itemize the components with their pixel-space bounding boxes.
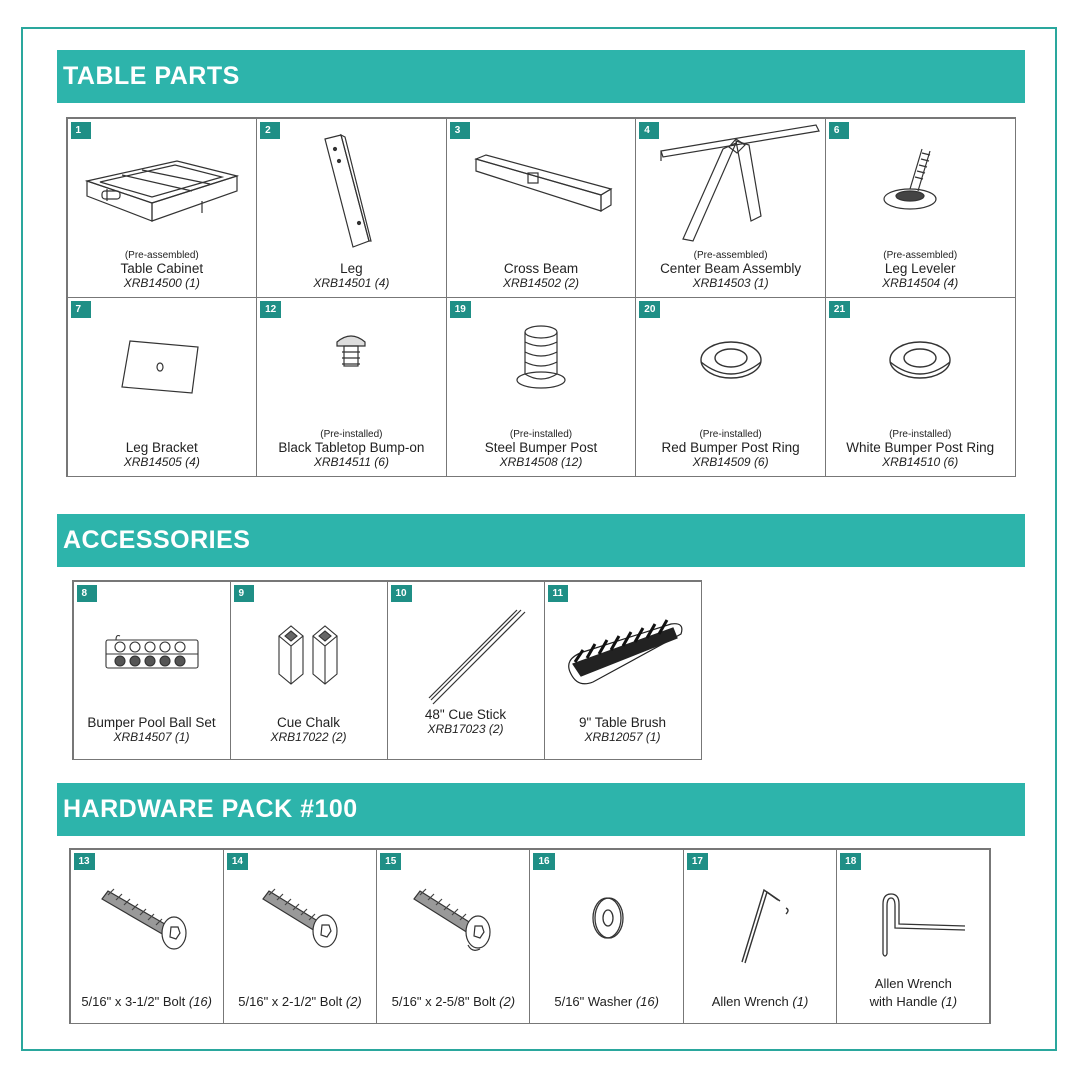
hardware-allen-wrench <box>683 849 837 1024</box>
section-title: TABLE PARTS <box>63 62 240 90</box>
part-note: (Pre-installed) <box>320 428 383 440</box>
hardware-bolt-2-1-2 <box>223 849 377 1024</box>
part-number: 8 <box>77 585 97 602</box>
part-code: XRB14510 (6) <box>882 454 959 469</box>
part-code: XRB14505 (4) <box>123 454 200 469</box>
hardware-bolt-3-1-2 <box>70 849 224 1024</box>
part-number: 13 <box>74 853 95 870</box>
part-name: Steel Bumper Post <box>484 439 598 455</box>
accessory-name: Cue Chalk <box>276 714 341 730</box>
part-name: Table Cabinet <box>120 260 204 276</box>
bolt-icon <box>398 885 508 955</box>
accessory-code: XRB17023 (2) <box>427 721 504 736</box>
hardware-qty: (1) <box>941 993 958 1009</box>
part-name: Leg Leveler <box>884 260 956 276</box>
hardware-name: Allen Wrench <box>874 975 952 991</box>
part-number: 10 <box>391 585 412 602</box>
section-title: ACCESSORIES <box>63 526 251 554</box>
part-number: 12 <box>260 301 281 318</box>
hardware-name: 5/16" x 3-1/2" Bolt <box>81 993 186 1009</box>
part-note: (Pre-installed) <box>509 428 573 440</box>
part-code: XRB14502 (2) <box>502 275 580 290</box>
hardware-qty: (16) <box>188 993 212 1009</box>
hardware-qty: (1) <box>792 993 809 1009</box>
part-leg-leveler <box>825 118 1016 298</box>
table-cabinet-icon <box>82 141 242 236</box>
allen-wrench-icon <box>720 880 800 970</box>
accessory-name: Bumper Pool Ball Set <box>87 714 216 730</box>
part-number: 14 <box>227 853 248 870</box>
allen-wrench-handle-icon <box>853 884 973 964</box>
accessory-name: 9" Table Brush <box>578 714 667 730</box>
part-code: XRB14511 (6) <box>313 454 389 469</box>
part-note: (Pre-installed) <box>699 428 762 440</box>
accessory-code: XRB14507 (1) <box>113 729 190 744</box>
hardware-washer <box>529 849 683 1024</box>
cue-chalk-icon <box>259 622 359 692</box>
section-header-hardware <box>57 783 1025 836</box>
hardware-name: Allen Wrench <box>711 993 789 1009</box>
part-name: Red Bumper Post Ring <box>661 439 800 455</box>
part-code: XRB14500 (1) <box>123 275 200 290</box>
part-code: XRB14501 (4) <box>313 275 390 290</box>
section-title: HARDWARE PACK #100 <box>63 795 358 823</box>
part-number: 19 <box>450 301 471 318</box>
hardware-name-line2: with Handle <box>869 993 938 1009</box>
hardware-name: 5/16" x 2-1/2" Bolt <box>238 993 343 1009</box>
section-header-accessories <box>57 514 1025 567</box>
accessories-grid <box>72 580 702 760</box>
part-steel-bumper-post <box>446 297 637 477</box>
part-note: (Pre-assembled) <box>883 249 958 261</box>
washer-icon <box>577 888 637 948</box>
part-number: 20 <box>639 301 660 318</box>
part-name: Center Beam Assembly <box>660 260 802 276</box>
hardware-name: 5/16" Washer <box>554 993 633 1009</box>
leg-leveler-icon <box>870 141 970 221</box>
part-cross-beam <box>446 118 637 298</box>
part-code: XRB14509 (6) <box>692 454 769 469</box>
part-center-beam-assembly <box>635 118 826 298</box>
part-code: XRB14503 (1) <box>692 275 769 290</box>
part-table-cabinet <box>67 118 258 298</box>
post-ring-icon <box>691 336 771 386</box>
part-number: 17 <box>687 853 708 870</box>
accessory-ball-set <box>73 581 231 760</box>
part-note: (Pre-assembled) <box>124 249 199 261</box>
hardware-qty: (2) <box>345 993 362 1009</box>
part-number: 21 <box>829 301 850 318</box>
accessory-name: 48" Cue Stick <box>424 706 507 722</box>
part-number: 11 <box>548 585 569 602</box>
part-number: 4 <box>639 122 659 139</box>
part-number: 2 <box>260 122 280 139</box>
part-name: Black Tabletop Bump-on <box>278 439 425 455</box>
hardware-grid <box>69 848 991 1024</box>
part-number: 18 <box>840 853 861 870</box>
hardware-allen-wrench-handle <box>836 849 990 1024</box>
accessory-code: XRB12057 (1) <box>584 729 661 744</box>
center-beam-icon <box>641 121 821 246</box>
part-code: XRB14508 (12) <box>499 454 583 469</box>
accessory-code: XRB17022 (2) <box>270 729 347 744</box>
part-number: 1 <box>71 122 91 139</box>
part-number: 15 <box>380 853 401 870</box>
table-parts-grid <box>66 117 1016 477</box>
part-note: (Pre-installed) <box>889 428 952 440</box>
cross-beam-icon <box>466 149 616 229</box>
part-white-bumper-post-ring <box>825 297 1016 477</box>
leg-icon <box>311 131 391 251</box>
part-name: Leg <box>340 260 363 276</box>
part-note: (Pre-assembled) <box>693 249 768 261</box>
part-name: White Bumper Post Ring <box>846 439 995 455</box>
part-bump-on <box>256 297 447 477</box>
section-header-table-parts <box>57 50 1025 103</box>
part-name: Leg Bracket <box>125 439 198 455</box>
part-leg <box>256 118 447 298</box>
part-number: 16 <box>533 853 554 870</box>
part-code: XRB14504 (4) <box>882 275 959 290</box>
part-leg-bracket <box>67 297 258 477</box>
bolt-icon <box>245 885 355 955</box>
bolt-icon <box>92 885 202 955</box>
part-number: 3 <box>450 122 470 139</box>
hardware-bolt-2-5-8 <box>376 849 530 1024</box>
hardware-qty: (2) <box>499 993 516 1009</box>
part-red-bumper-post-ring <box>635 297 826 477</box>
accessory-cue-stick <box>387 581 545 760</box>
table-brush-icon <box>553 604 693 704</box>
hardware-qty: (16) <box>635 993 659 1009</box>
part-number: 6 <box>829 122 849 139</box>
bump-on-icon <box>331 328 371 378</box>
ball-set-icon <box>102 632 202 672</box>
post-ring-icon <box>880 336 960 386</box>
accessory-table-brush <box>544 581 702 760</box>
cue-stick-icon <box>401 604 531 709</box>
part-number: 9 <box>234 585 254 602</box>
part-name: Cross Beam <box>503 260 579 276</box>
hardware-name: 5/16" x 2-5/8" Bolt <box>391 993 496 1009</box>
bumper-post-icon <box>501 318 581 398</box>
part-number: 7 <box>71 301 91 318</box>
accessory-cue-chalk <box>230 581 388 760</box>
leg-bracket-icon <box>112 333 212 403</box>
